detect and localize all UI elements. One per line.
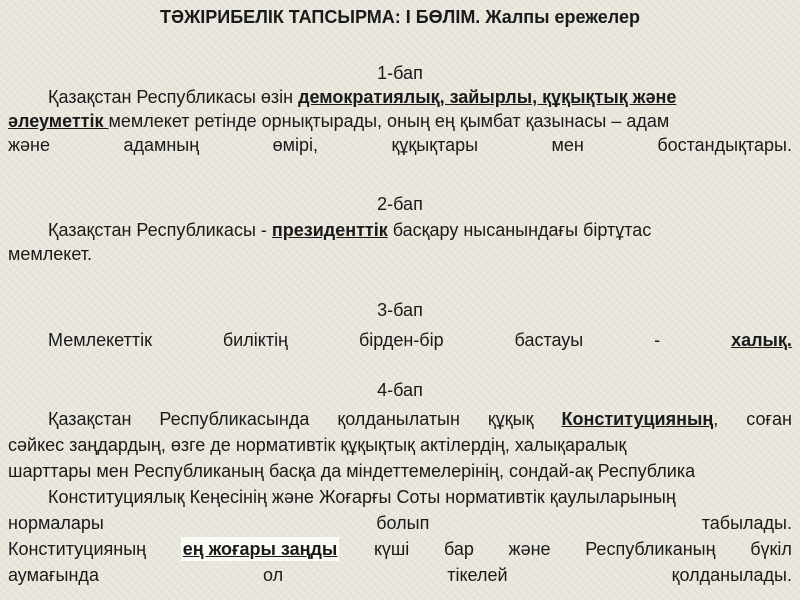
article-3-word: - xyxy=(654,330,661,350)
article-4-word: қолданылады. xyxy=(671,565,792,585)
article-2-line-1 xyxy=(8,218,792,242)
article-2-text: Қазақстан Республикасы - xyxy=(48,220,272,240)
article-4-line-6 xyxy=(8,537,792,561)
article-3-line-1 xyxy=(8,328,792,352)
article-1-word: өмірі, xyxy=(272,135,319,155)
article-1-line-1 xyxy=(8,85,792,109)
article-4-word: ол xyxy=(263,565,284,585)
article-4-word: Конституцияның xyxy=(8,539,147,559)
article-4-word: күші xyxy=(373,539,410,559)
page-title: ТӘЖІРИБЕЛІК ТАПСЫРМА: І БӨЛІМ. Жалпы ережелер xyxy=(159,7,641,27)
article-3-word: бастауы xyxy=(514,330,584,350)
article-1-word: және xyxy=(8,135,51,155)
article-3-word: бірден-бір xyxy=(358,330,444,350)
article-3-highlight: халық. xyxy=(731,330,792,350)
article-3-heading: 3-бап xyxy=(377,300,423,320)
article-4-word: аумағында xyxy=(8,565,99,585)
article-4-word: Республиканың xyxy=(585,539,716,559)
article-1-line-3 xyxy=(8,133,792,157)
article-4-highlight-group xyxy=(561,407,718,431)
article-2-heading: 2-бап xyxy=(377,194,423,214)
article-1-heading: 1-бап xyxy=(377,63,423,83)
article-4-highlight: Конституцияның xyxy=(561,409,714,429)
article-4-line-5 xyxy=(8,511,792,535)
article-2-line-2: мемлекет. xyxy=(8,244,93,264)
article-3-word: Мемлекеттік xyxy=(48,330,152,350)
article-4-highlight-supreme: ең жоғары заңды xyxy=(182,539,338,559)
article-1-text-cont: мемлекет ретінде орнықтырады, оның ең қымбат қазынасы – адам xyxy=(108,111,670,131)
article-4-word: нормалары xyxy=(8,513,104,533)
article-2-highlight: президенттік xyxy=(271,220,388,240)
article-4-line-3: шарттары мен Республиканың басқа да міндеттемелерінің, сондай-ақ Республика xyxy=(8,461,696,481)
article-1-text: Қазақстан Республикасы өзін xyxy=(48,87,299,107)
article-4-word: тікелей xyxy=(447,565,508,585)
article-4-line-2: сәйкес заңдардың, өзге де нормативтік құқықтық актілердің, халықаралық xyxy=(8,435,627,455)
article-4-heading: 4-бап xyxy=(377,380,423,400)
article-4-line-1 xyxy=(8,407,792,431)
article-2-text-cont: басқару нысанындағы біртұтас xyxy=(387,220,652,240)
article-4-word: және xyxy=(508,539,551,559)
article-4-word: соған xyxy=(746,409,792,429)
article-1-highlight: демократиялық, зайырлы, құқықтық және xyxy=(298,87,677,107)
article-4-word: құқық xyxy=(487,409,534,429)
article-1-line-2 xyxy=(8,109,792,133)
article-1-word: адамның xyxy=(123,135,200,155)
article-4-word: табылады. xyxy=(701,513,792,533)
article-4-word: Республикасында xyxy=(159,409,310,429)
article-4-line-7 xyxy=(8,563,792,587)
article-1-word: мен xyxy=(551,135,584,155)
article-4-word: қолданылатын xyxy=(337,409,460,429)
article-4-comma: , xyxy=(713,409,719,429)
article-4-word: бар xyxy=(443,539,474,559)
article-1-word: құқықтары xyxy=(391,135,479,155)
article-4-line-4: Конституциялық Кеңесінің және Жоғарғы Соты нормативтік қаулыларының xyxy=(48,487,676,507)
article-4-word: Қазақстан xyxy=(48,409,132,429)
article-1-word: бостандықтары. xyxy=(657,135,792,155)
article-3-word: биліктің xyxy=(222,330,289,350)
article-1-highlight-cont: әлеуметтік xyxy=(8,111,109,131)
article-4-word: болып xyxy=(376,513,430,533)
article-4-word: бүкіл xyxy=(750,539,792,559)
